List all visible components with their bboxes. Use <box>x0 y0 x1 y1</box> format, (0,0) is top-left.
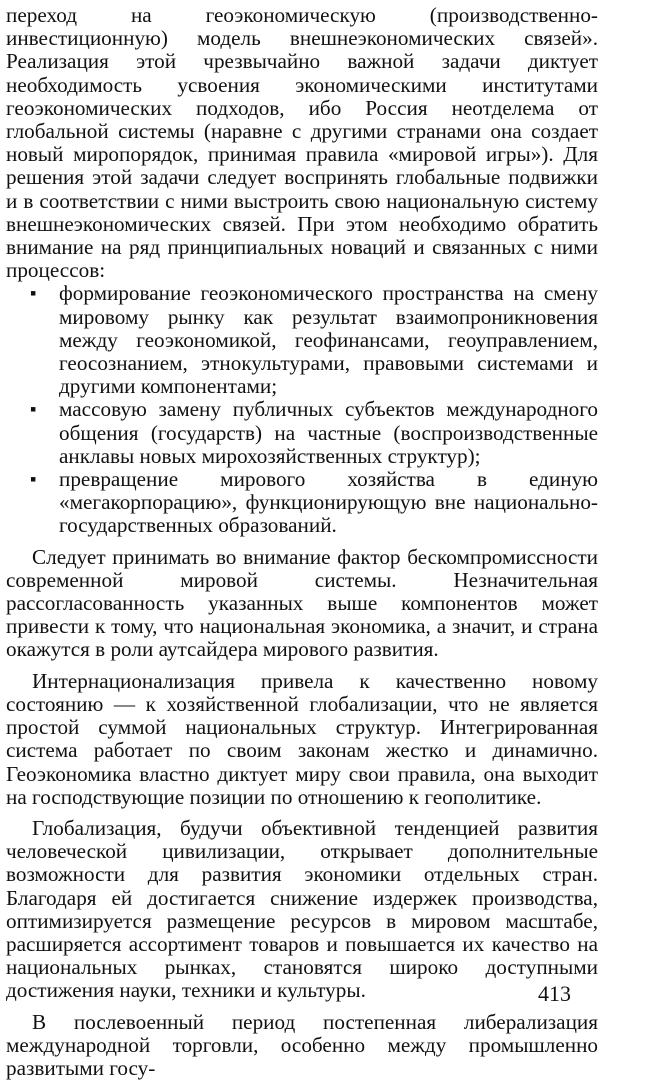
list-item <box>6 468 598 538</box>
square-bullet-icon: ▪ <box>30 399 37 420</box>
paragraph: Следует принимать во внимание фактор бескомпромиссности современной мировой системы. Незначительная рассогласованность указанных выше компонентов может привести к тому, что национальная экономика, а значит, и страна окажутся в роли аутсайдера мирового развития. <box>6 544 598 662</box>
square-bullet-icon: ▪ <box>30 469 37 490</box>
list-item-text: массовую замену публичных субъектов международного общения (государств) на частные (воспроизводственные анклавы новых мирохозяйственных структур); <box>59 397 598 468</box>
bullet-list <box>6 282 598 537</box>
page-body <box>6 4 598 1080</box>
list-item <box>6 282 598 398</box>
page-number: 413 <box>538 981 571 1006</box>
paragraph-continuation: переход на геоэкономическую (производственно-инвестиционную) модель внешнеэкономических связей». Реализация этой чрезвычайно важной задачи диктует необходимость усвоения экономическими институтами геоэкономических подходов, ибо Россия неотделема от глобальной системы (наравне с другими странами она создает новый миропорядок, принимая правила «мировой игры»). Для решения этой задачи следует воспринять глобальные подвижки и в соответствии с ними выстроить свою национальную систему внешнеэкономических связей. При этом необходимо обратить внимание на ряд принципиальных новаций и связанных с ними процессов: <box>6 3 598 283</box>
list-item-text: превращение мирового хозяйства в единую «мегакорпорацию», функционирующую вне национально-государственных образований. <box>59 467 598 538</box>
square-bullet-icon: ▪ <box>30 283 37 304</box>
list-item-text: формирование геоэкономического пространства на смену мировому рынку как результат взаимопроникновения между геоэкономикой, геофинансами, геоуправлением, геосознанием, этнокультурами, правовыми системами и другими компонентами; <box>59 281 598 399</box>
paragraph: В послевоенный период постепенная либерализация международной торговли, особенно между промышленно развитыми госу- <box>6 1009 598 1080</box>
paragraph: Интернационализация привела к качественно новому состоянию — к хозяйственной глобализации, что не является простой суммой национальных структур. Интегрированная система работает по своим законам жестко и динамично. Геоэкономика властно диктует миру свои правила, она выходит на господствующие позиции по отношению к геополитике. <box>6 668 598 809</box>
paragraph: Глобализация, будучи объективной тенденцией развития человеческой цивилизации, открывает дополнительные возможности для развития экономики отдельных стран. Благодаря ей достигается снижение издержек производства, оптимизируется размещение ресурсов в мировом масштабе, расширяется ассортимент товаров и повышается их качество на национальных рынках, становятся широко доступными достижения науки, техники и культуры. <box>6 815 598 1003</box>
list-item <box>6 398 598 468</box>
